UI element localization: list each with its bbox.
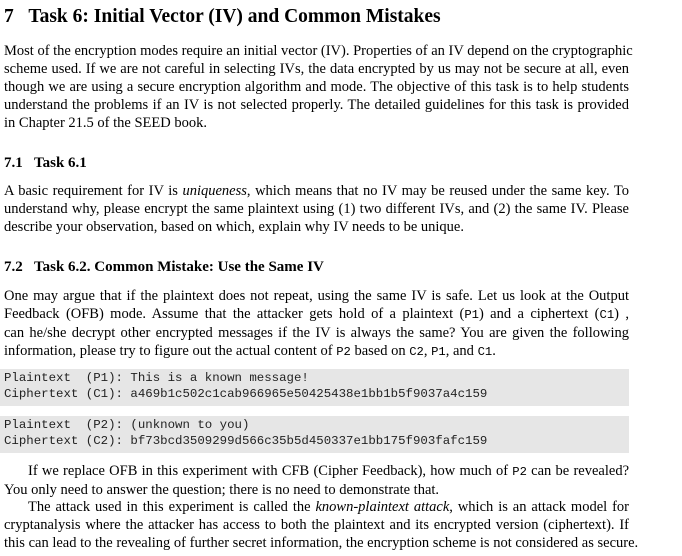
- intro-paragraph: [4, 42, 633, 132]
- subsection-number: 7.1: [4, 155, 23, 171]
- inline-code-c2: C2: [409, 345, 424, 359]
- intro-line: understand the problems if an IV is not selected properly. The detailed guidelines for this task is provided: [4, 97, 629, 113]
- inline-code-p2: P2: [512, 465, 527, 479]
- inline-code-p1: P1: [431, 345, 446, 359]
- emphasis-known-plaintext-attack: known-plaintext attack: [315, 499, 450, 515]
- paragraph-line: Feedback (OFB) mode. Assume that the attacker gets hold of a plaintext (P1) and a ciphertext (C1) ,: [4, 306, 629, 322]
- subsection-number: 7.2: [4, 259, 23, 275]
- paragraph-line: this can lead to the revealing of further secret information, the encryption scheme is not considered as secure.: [4, 535, 639, 551]
- inline-code-c1: C1: [477, 345, 493, 359]
- code-line: Ciphertext (C2): bf73bcd3509299d566c35b5d450337e1bb175f903fafc159: [4, 434, 488, 448]
- inline-code-c1: C1: [599, 308, 615, 322]
- paragraph-line: You only need to answer the question; there is no need to demonstrate that.: [4, 482, 440, 498]
- paragraph-line: understand why, please encrypt the same plaintext using (1) two different IVs, and (2) the same IV. Please: [4, 201, 629, 217]
- intro-line: scheme used. If we are not careful in selecting IVs, the data encrypted by us may not be secure at all, even: [4, 61, 629, 77]
- task-6-2-paragraph: [4, 287, 629, 361]
- task-6-1-paragraph: [4, 182, 629, 236]
- code-block-unknown: [0, 416, 629, 453]
- section-number: 7: [4, 6, 14, 27]
- paragraph-line: The attack used in this experiment is called the known-plaintext attack, which is an attack model for: [28, 499, 630, 515]
- section-heading: [4, 6, 629, 28]
- paragraph-line: information, please try to figure out the actual content of P2 based on C2, P1, and C1.: [4, 343, 496, 359]
- paragraph-line: If we replace OFB in this experiment with CFB (Cipher Feedback), how much of P2 can be revealed?: [28, 463, 630, 479]
- emphasis-uniqueness: uniqueness: [182, 183, 247, 199]
- inline-code-p1: P1: [464, 308, 479, 322]
- code-line: Plaintext (P1): This is a known message!: [4, 371, 309, 385]
- code-line: Plaintext (P2): (unknown to you): [4, 418, 250, 432]
- paragraph-line: describe your observation, based on which, explain why IV needs to be unique.: [4, 219, 464, 235]
- cfb-question-paragraph: [4, 462, 629, 499]
- intro-line: in Chapter 21.5 of the SEED book.: [4, 115, 207, 131]
- paragraph-line: A basic requirement for IV is uniqueness, which means that no IV may be reused under the same key. To: [4, 183, 629, 199]
- subsection-heading-7-1: [4, 154, 629, 172]
- paragraph-line: can he/she decrypt other encrypted messages if the IV is always the same? You are given the following: [4, 325, 629, 341]
- inline-code-p2: P2: [336, 345, 351, 359]
- known-plaintext-paragraph: [4, 498, 639, 552]
- section-title: Task 6: Initial Vector (IV) and Common Mistakes: [28, 6, 441, 27]
- intro-line: Most of the encryption modes require an initial vector (IV). Properties of an IV depend on the cryptographic: [4, 43, 633, 59]
- subsection-heading-7-2: [4, 258, 629, 276]
- paragraph-line: cryptanalysis where the attacker has access to both the plaintext and its encrypted version (ciphertext). If: [4, 517, 629, 533]
- code-line: Ciphertext (C1): a469b1c502c1cab966965e50425438e1bb1b5f9037a4c159: [4, 387, 488, 401]
- intro-line: though we are using a secure encryption algorithm and mode. The objective of this task is to help students: [4, 79, 629, 95]
- code-block-known: [0, 369, 629, 406]
- paragraph-line: One may argue that if the plaintext does not repeat, using the same IV is safe. Let us look at the Output: [4, 288, 629, 304]
- subsection-title: Task 6.1: [34, 155, 87, 171]
- subsection-title: Task 6.2. Common Mistake: Use the Same IV: [34, 259, 324, 275]
